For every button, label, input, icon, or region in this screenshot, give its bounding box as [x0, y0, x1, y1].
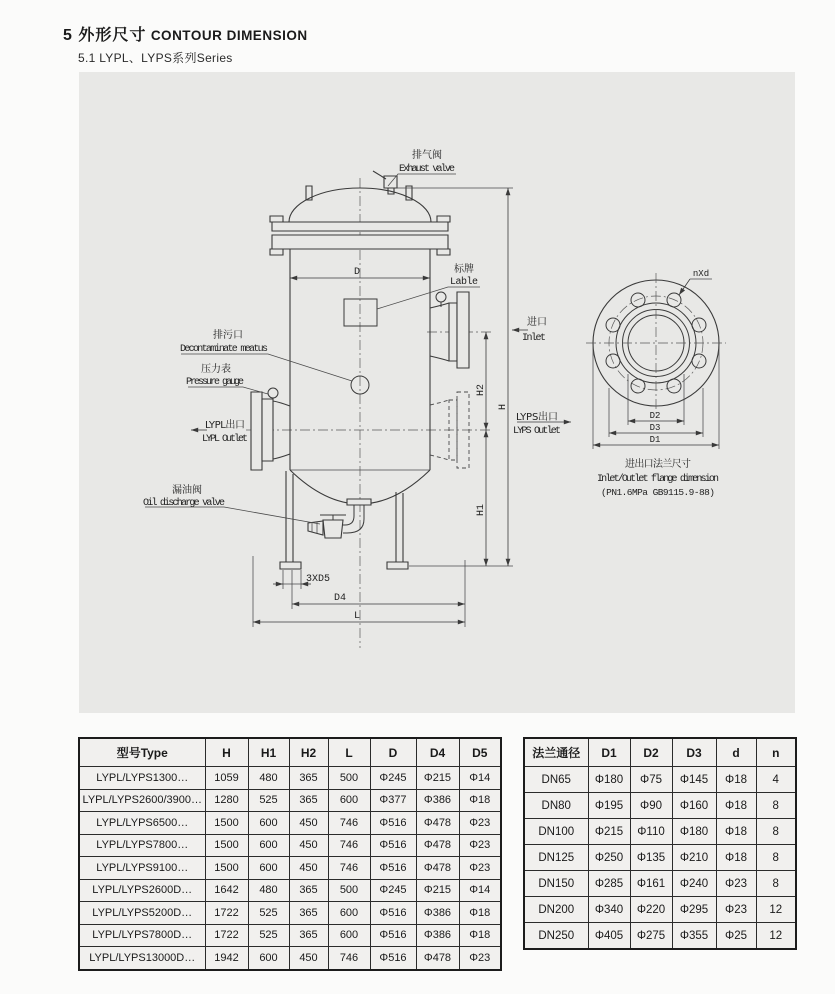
table-cell: 500: [328, 879, 370, 902]
header-row: [79, 738, 501, 767]
leader-line: [388, 174, 456, 186]
table-cell: 1642: [205, 879, 248, 902]
flange-table-head: [524, 738, 796, 767]
table-cell: Φ516: [370, 834, 416, 857]
bolt-hole: [631, 293, 645, 307]
table-cell: Φ240: [672, 871, 716, 897]
table-row: [79, 834, 501, 857]
column-header: d: [716, 738, 756, 767]
table-cell: Φ285: [588, 871, 630, 897]
table-row: [524, 871, 796, 897]
bolt-hole: [606, 354, 620, 368]
page-title-en: CONTOUR DIMENSION: [150, 28, 308, 43]
table-cell: Φ90: [630, 793, 672, 819]
table-cell: LYPL/LYPS7800D…: [79, 924, 205, 947]
table-cell: Φ215: [416, 767, 459, 790]
table-row: [524, 923, 796, 950]
table-row: [79, 947, 501, 970]
table-cell: Φ18: [716, 819, 756, 845]
column-header: H2: [289, 738, 328, 767]
table-row: [79, 789, 501, 812]
table-row: [79, 902, 501, 925]
table-cell: 450: [289, 812, 328, 835]
oil-valve-label-zh: 漏油阀: [172, 485, 202, 496]
table-cell: Φ18: [716, 767, 756, 793]
table-cell: Φ25: [716, 923, 756, 950]
table-cell: Φ23: [716, 897, 756, 923]
column-header: L: [328, 738, 370, 767]
table-cell: Φ478: [416, 812, 459, 835]
table-cell: DN125: [524, 845, 588, 871]
table-cell: Φ386: [416, 924, 459, 947]
flange-caption-en: Inlet/Outlet flange dimension: [597, 474, 719, 485]
oil-valve-label-en: Oil discharge valve: [143, 498, 225, 509]
inlet-nozzle: [430, 356, 449, 361]
table-cell: Φ275: [630, 923, 672, 950]
dim-label-H2: H2: [476, 383, 487, 397]
table-cell: 1280: [205, 789, 248, 812]
pressure-gauge-label-en: Pressure gauge: [186, 377, 244, 388]
flange-table-container: [523, 737, 797, 950]
table-cell: 450: [289, 834, 328, 857]
table-cell: 450: [289, 857, 328, 880]
nxd-leader: [679, 279, 690, 295]
table-row: [524, 819, 796, 845]
table-cell: 600: [328, 924, 370, 947]
table-cell: Φ220: [630, 897, 672, 923]
table-row: [79, 879, 501, 902]
table-cell: Φ215: [588, 819, 630, 845]
column-header: D4: [416, 738, 459, 767]
table-cell: 1942: [205, 947, 248, 970]
table-cell: Φ386: [416, 902, 459, 925]
decontaminate-label-zh: 排污口: [213, 330, 243, 341]
table-cell: Φ135: [630, 845, 672, 871]
table-cell: Φ516: [370, 924, 416, 947]
name-plate-label-zh: 标牌: [454, 264, 474, 275]
table-cell: DN200: [524, 897, 588, 923]
table-row: [524, 767, 796, 793]
table-cell: 1500: [205, 812, 248, 835]
table-cell: DN250: [524, 923, 588, 950]
lypl-outlet-hub: [262, 399, 273, 461]
dim-label-L: L: [353, 611, 361, 622]
page-title-zh: 5 外形尺寸: [63, 27, 147, 44]
foot-pad: [387, 562, 408, 569]
page-title: [63, 22, 308, 45]
table-cell: LYPL/LYPS13000D…: [79, 947, 205, 970]
table-cell: 8: [756, 819, 796, 845]
table-cell: LYPL/LYPS5200D…: [79, 902, 205, 925]
column-header: H: [205, 738, 248, 767]
table-cell: Φ210: [672, 845, 716, 871]
table-cell: Φ405: [588, 923, 630, 950]
top-flange-upper: [272, 222, 448, 231]
table-row: [79, 857, 501, 880]
lypl-outlet-label-zh: LYPL出口: [205, 420, 245, 431]
table-cell: LYPL/LYPS2600/3900…: [79, 789, 205, 812]
pressure-gauge-label-zh: 压力表: [201, 364, 231, 375]
inlet-hub: [449, 303, 457, 361]
dim-label-D3: D3: [649, 423, 661, 433]
name-plate-label-en: Lable: [450, 277, 478, 288]
table-cell: LYPL/LYPS7800…: [79, 834, 205, 857]
dimension-table-body: [79, 767, 501, 970]
table-cell: Φ18: [459, 924, 501, 947]
flange-caption-spec: (PN1.6MPa GB9115.9-88): [601, 487, 715, 498]
table-cell: Φ245: [370, 767, 416, 790]
table-cell: Φ478: [416, 857, 459, 880]
bolt-hole: [692, 354, 706, 368]
exhaust-valve-label-zh: 排气阀: [412, 150, 442, 161]
dimension-table: [78, 737, 502, 971]
flange-table: [523, 737, 797, 950]
table-cell: Φ18: [459, 902, 501, 925]
bolt-hole: [667, 379, 681, 393]
table-cell: 746: [328, 857, 370, 880]
lyps-outlet-hidden: [430, 400, 449, 405]
table-cell: 1500: [205, 834, 248, 857]
page-subtitle: 5.1 LYPL、LYPS系列Series: [78, 51, 233, 65]
table-row: [524, 793, 796, 819]
inlet-label-en: Inlet: [522, 333, 546, 344]
table-cell: Φ478: [416, 947, 459, 970]
exhaust-valve-label-en: Exhaust valve: [399, 164, 455, 175]
dim-label-D2: D2: [649, 411, 661, 421]
flange-table-body: [524, 767, 796, 950]
table-cell: 1722: [205, 902, 248, 925]
flange-caption-zh: 进出口法兰尺寸: [625, 459, 691, 470]
table-cell: DN65: [524, 767, 588, 793]
dimension-labels: [306, 267, 709, 622]
flange-bolt: [270, 216, 283, 222]
dim-label-D4: D4: [333, 593, 347, 604]
table-cell: Φ23: [459, 947, 501, 970]
drawing-labels: [143, 148, 561, 509]
table-cell: 8: [756, 845, 796, 871]
pressure-gauge-dial: [268, 388, 278, 398]
table-cell: 600: [248, 947, 289, 970]
table-cell: 365: [289, 767, 328, 790]
table-cell: 12: [756, 923, 796, 950]
dimension-table-container: [78, 737, 502, 971]
table-cell: Φ516: [370, 902, 416, 925]
bolt-hole: [606, 318, 620, 332]
decontaminate-label-en: Decontaminate meatus: [180, 344, 268, 355]
dim-label-3XD5: 3XD5: [305, 574, 331, 585]
table-cell: Φ377: [370, 789, 416, 812]
table-row: [524, 897, 796, 923]
table-cell: DN100: [524, 819, 588, 845]
dimension-lines: [253, 188, 513, 627]
table-cell: Φ245: [370, 879, 416, 902]
table-cell: Φ14: [459, 767, 501, 790]
table-cell: 600: [248, 812, 289, 835]
table-cell: Φ195: [588, 793, 630, 819]
exhaust-valve-lever: [373, 171, 386, 179]
column-header: D3: [672, 738, 716, 767]
inlet-vent: [436, 292, 446, 302]
column-header: D5: [459, 738, 501, 767]
flange-bolt: [437, 249, 450, 255]
table-cell: Φ160: [672, 793, 716, 819]
lypl-outlet-nozzle: [273, 454, 290, 459]
table-cell: Φ180: [672, 819, 716, 845]
table-cell: Φ250: [588, 845, 630, 871]
table-cell: 450: [289, 947, 328, 970]
table-cell: 600: [248, 857, 289, 880]
table-cell: 746: [328, 812, 370, 835]
table-cell: Φ161: [630, 871, 672, 897]
table-cell: Φ180: [588, 767, 630, 793]
name-plate: [344, 299, 377, 326]
lyps-outlet-label-zh: LYPS出口: [516, 412, 558, 423]
lypl-outlet-label-en: LYPL Outlet: [202, 434, 248, 445]
table-cell: 1500: [205, 857, 248, 880]
table-cell: Φ215: [416, 879, 459, 902]
table-cell: 746: [328, 834, 370, 857]
table-row: [79, 812, 501, 835]
dim-label-H1: H1: [476, 503, 487, 517]
drain-flange: [347, 499, 371, 505]
table-cell: LYPL/LYPS2600D…: [79, 879, 205, 902]
column-header: H1: [248, 738, 289, 767]
table-cell: 480: [248, 767, 289, 790]
table-cell: 500: [328, 767, 370, 790]
flange-bolt: [270, 249, 283, 255]
header-row: [524, 738, 796, 767]
lypl-outlet-nozzle: [273, 401, 290, 406]
dim-label-D: D: [353, 267, 361, 278]
table-cell: Φ355: [672, 923, 716, 950]
table-cell: LYPL/LYPS1300…: [79, 767, 205, 790]
table-cell: Φ478: [416, 834, 459, 857]
foot-pad: [280, 562, 301, 569]
table-cell: 365: [289, 902, 328, 925]
table-cell: Φ14: [459, 879, 501, 902]
dim-label-D1: D1: [649, 435, 661, 445]
bolt-hole: [692, 318, 706, 332]
table-cell: 1722: [205, 924, 248, 947]
flange-bolt: [437, 216, 450, 222]
column-header: D1: [588, 738, 630, 767]
table-cell: Φ18: [459, 789, 501, 812]
table-cell: 365: [289, 789, 328, 812]
table-cell: 746: [328, 947, 370, 970]
leader-line: [145, 507, 320, 524]
table-cell: 8: [756, 871, 796, 897]
table-cell: Φ18: [716, 845, 756, 871]
table-cell: Φ386: [416, 789, 459, 812]
flange-caption: [597, 457, 719, 498]
table-cell: Φ23: [716, 871, 756, 897]
table-cell: 12: [756, 897, 796, 923]
table-cell: DN150: [524, 871, 588, 897]
column-header: D: [370, 738, 416, 767]
dim-label-H: H: [498, 403, 509, 411]
table-cell: 1059: [205, 767, 248, 790]
table-cell: 525: [248, 924, 289, 947]
table-cell: 525: [248, 789, 289, 812]
drawing-panel: [79, 72, 795, 713]
table-row: [79, 767, 501, 790]
table-cell: LYPL/LYPS9100…: [79, 857, 205, 880]
table-cell: Φ516: [370, 857, 416, 880]
table-cell: Φ340: [588, 897, 630, 923]
inlet-nozzle: [430, 303, 449, 308]
table-row: [79, 924, 501, 947]
table-cell: 600: [328, 902, 370, 925]
column-header: 型号Type: [79, 738, 205, 767]
table-cell: 365: [289, 879, 328, 902]
table-cell: Φ23: [459, 857, 501, 880]
table-cell: DN80: [524, 793, 588, 819]
table-cell: 365: [289, 924, 328, 947]
table-cell: Φ516: [370, 812, 416, 835]
column-header: D2: [630, 738, 672, 767]
table-cell: Φ23: [459, 812, 501, 835]
bolt-hole: [631, 379, 645, 393]
lyps-outlet-label-en: LYPS Outlet: [513, 426, 561, 437]
table-cell: 525: [248, 902, 289, 925]
lypl-outlet-flange: [251, 392, 262, 470]
table-cell: Φ145: [672, 767, 716, 793]
table-cell: Φ516: [370, 947, 416, 970]
inlet-flange: [457, 292, 469, 368]
table-cell: 600: [328, 789, 370, 812]
table-cell: Φ75: [630, 767, 672, 793]
table-cell: 4: [756, 767, 796, 793]
top-flange-lower: [272, 235, 448, 249]
bolt-hole: [667, 293, 681, 307]
table-row: [524, 845, 796, 871]
lyps-outlet-hidden: [430, 455, 449, 460]
dim-label-nXd: nXd: [692, 269, 710, 279]
inlet-label-zh: 进口: [527, 317, 547, 328]
oil-valve-body: [323, 520, 343, 538]
table-cell: Φ23: [459, 834, 501, 857]
column-header: n: [756, 738, 796, 767]
table-cell: Φ110: [630, 819, 672, 845]
column-header: 法兰通径: [524, 738, 588, 767]
table-cell: 8: [756, 793, 796, 819]
table-cell: LYPL/LYPS6500…: [79, 812, 205, 835]
table-cell: Φ295: [672, 897, 716, 923]
dimension-table-head: [79, 738, 501, 767]
contour-drawing: [79, 72, 795, 713]
table-cell: 600: [248, 834, 289, 857]
table-cell: Φ18: [716, 793, 756, 819]
table-cell: 480: [248, 879, 289, 902]
